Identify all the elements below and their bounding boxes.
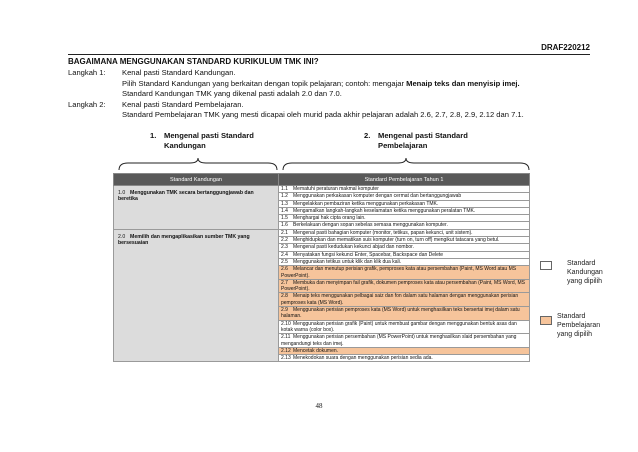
- table-row: [114, 229, 530, 236]
- header-standard-kandungan: Standard Kandungan: [114, 174, 279, 186]
- brace-pembelajaran: [282, 157, 530, 171]
- step-2-label: Langkah 2:: [68, 99, 106, 109]
- kandungan-cell: 2.0 Memilih dan mengaplikasikan sumber TMK yang bersesuaian: [114, 229, 279, 362]
- table-row: [114, 186, 530, 193]
- pembelajaran-cell: 2.7 Membuka dan menyimpan fail grafik, dokumen pemproses kata atau persembahan (Paint, MS Word, MS PowerPoint).: [279, 279, 530, 293]
- pembelajaran-cell: 2.8 Menaip teks menggunakan pelbagai saiz dan fon dalam satu halaman dengan menggunakan perisian pemproses kata (MS Word).: [279, 293, 530, 307]
- step-1-line2: Pilih Standard Kandungan yang berkaitan dengan topik pelajaran; contoh: mengajar Menaip teks dan menyisip imej.: [122, 78, 520, 88]
- callout-1: 1. Mengenal pasti Standard Kandungan: [150, 131, 254, 150]
- standards-table: [113, 173, 530, 362]
- step-1-line3: Standard Kandungan TMK yang dikenal pasti adalah 2.0 dan 7.0.: [122, 89, 342, 98]
- step-1-line3-row: [68, 89, 608, 100]
- step-1-label: Langkah 1:: [68, 68, 106, 77]
- draft-label: DRAF220212: [541, 43, 590, 52]
- legend-swatch-kandungan: [540, 261, 552, 270]
- step-1-line2-row: [68, 79, 608, 90]
- pembelajaran-cell: 2.3 Mengenal pasti kedudukan kekunci abjad dan nombor.: [279, 244, 530, 251]
- pembelajaran-cell: 2.5 Menggunakan tetikus untuk klik dan klik dua kali.: [279, 258, 530, 265]
- pembelajaran-cell: 2.10 Menggunakan perisian grafik (Paint) untuk membuat gambar dengan menggunakan bentuk asas dan kotak warna (color box).: [279, 320, 530, 334]
- top-rule: [68, 54, 590, 55]
- steps-section: [68, 68, 608, 121]
- pembelajaran-cell: 1.2 Menggunakan perkakasan komputer dengan cermat dan bertanggungjawab: [279, 193, 530, 200]
- step-2-title: Kenal pasti Standard Pembelajaran.: [122, 99, 244, 109]
- pembelajaran-cell: 1.6 Berkelakuan dengan sopan sebelas semasa menggunakan komputer.: [279, 222, 530, 229]
- header-standard-pembelajaran: Standard Pembelajaran Tahun 1: [279, 174, 530, 186]
- page-heading: BAGAIMANA MENGGUNAKAN STANDARD KURIKULUM TMK INI?: [68, 57, 319, 66]
- page-number: 48: [315, 402, 323, 410]
- legend-label-pembelajaran: Standard Pembelajaran yang dipilih: [557, 313, 601, 338]
- table-header-row: [114, 174, 530, 186]
- pembelajaran-cell: 2.1 Mengenal pasti bahagian komputer (monitor, tetikus, papan kekunci, unit sistem).: [279, 229, 530, 236]
- step-2-line2-row: [68, 110, 608, 121]
- pembelajaran-cell: 2.6 Melancar dan menutup perisian grafik, pemproses kata atau persembahan (Paint, MS Word atau MS PowerPoint).: [279, 266, 530, 280]
- pembelajaran-cell: 1.3 Mengelakkan pembaziran ketika menggunakan perkakasan TMK.: [279, 200, 530, 207]
- pembelajaran-cell: 2.13 Menekodokan suara dengan menggunakan perisian sedia ada.: [279, 355, 530, 362]
- pembelajaran-cell: 1.4 Mengamalkan langkah-langkah keselamatan ketika menggunakan peralatan TMK.: [279, 207, 530, 214]
- pembelajaran-cell: 2.4 Menyatakan fungsi kekunci Enter, Spacebar, Backspace dan Delete: [279, 251, 530, 258]
- step-2-line2: Standard Pembelajaran TMK yang mesti dicapai oleh murid pada akhir pelajaran adalah 2.6, 2.7, 2.8, 2.9, 2.12 dan 7.1.: [122, 110, 524, 119]
- brace-kandungan: [118, 157, 278, 171]
- step-2-title-row: [68, 100, 608, 111]
- callout-2: 2. Mengenal pasti Standard Pembelajaran: [364, 131, 468, 150]
- table-body: [114, 186, 530, 362]
- pembelajaran-cell: 2.2 Menghidupkan dan mematikan suis komputer (turn on, turn off) mengikut tatacara yang betul.: [279, 237, 530, 244]
- standards-table-wrapper: [113, 173, 529, 362]
- step-1-title: Kenal pasti Standard Kandungan.: [122, 68, 236, 77]
- kandungan-cell: 1.0 Menggunakan TMK secara bertanggungjawab dan beretika: [114, 186, 279, 230]
- step-1-title-row: [68, 68, 608, 79]
- pembelajaran-cell: 2.12 Mencetak dokumen.: [279, 347, 530, 354]
- pembelajaran-cell: 2.11 Menggunakan perisian persembahan (MS PowerPoint) untuk menghasilkan slaid persembahan yang mengandungi teks dan imej.: [279, 334, 530, 348]
- pembelajaran-cell: 1.1 Mematuhi peraturan makmal komputer: [279, 186, 530, 193]
- pembelajaran-cell: 2.9 Menggunakan perisian pemproses kata (MS Word) untuk menghasilkan teks bersertai imej dalam satu halaman.: [279, 307, 530, 321]
- legend-swatch-pembelajaran: [540, 316, 552, 325]
- legend-label-kandungan: Standard Kandungan yang dipilih: [567, 260, 603, 285]
- pembelajaran-cell: 1.5 Menghargai hak cipta orang lain.: [279, 215, 530, 222]
